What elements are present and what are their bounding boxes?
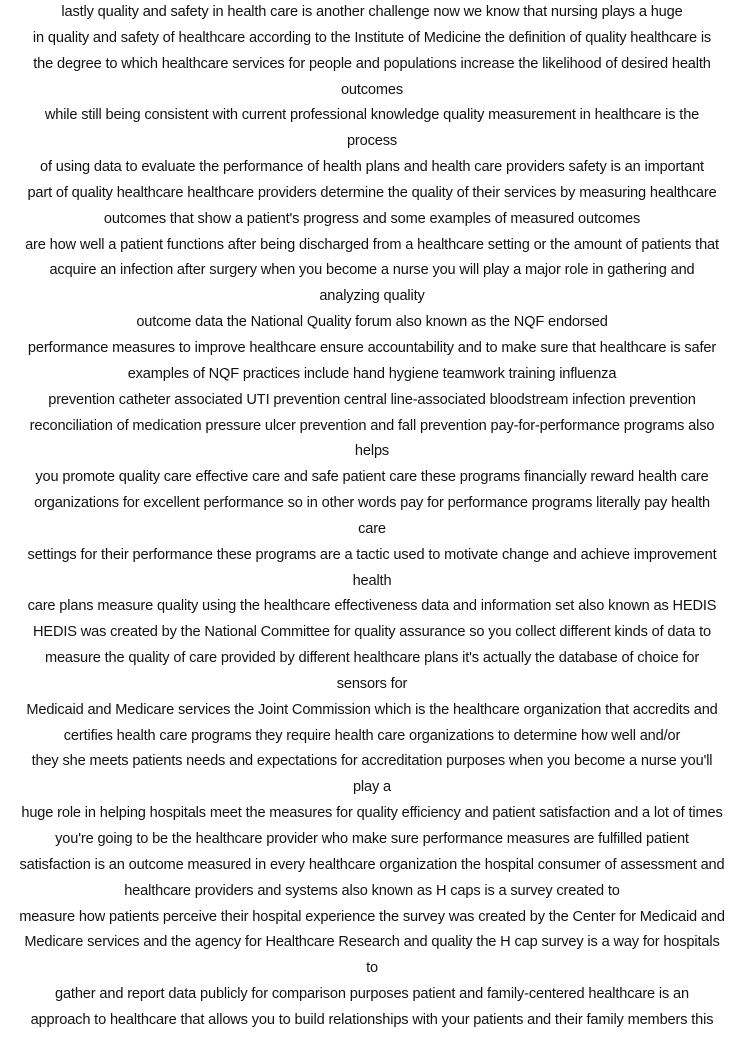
transcript-line: performance measures to improve healthcare ensure accountability and to make sure that healthcare is safer <box>27 339 717 356</box>
transcript-line: process <box>346 133 398 150</box>
transcript-line: outcomes <box>340 81 404 98</box>
transcript-line: measure the quality of care provided by different healthcare plans it's actually the database of choice for <box>44 650 700 667</box>
transcript-line: analyzing quality <box>319 288 425 305</box>
transcript-line: HEDIS was created by the National Committee for quality assurance so you collect different kinds of data to <box>32 624 712 641</box>
transcript-line: helps <box>354 443 390 460</box>
transcript-line: organizations for excellent performance so in other words pay for performance programs literally pay health <box>34 495 710 512</box>
transcript-line: are how well a patient functions after being discharged from a healthcare setting or the amount of patients that <box>25 236 719 253</box>
transcript-line: outcome data the National Quality forum also known as the NQF endorsed <box>136 314 608 331</box>
transcript-line: huge role in helping hospitals meet the measures for quality efficiency and patient satisfaction and a lot of times <box>21 805 723 822</box>
transcript-line: gather and report data publicly for comparison purposes patient and family-centered healthcare is an <box>55 986 689 1003</box>
transcript-line: measure how patients perceive their hospital experience the survey was created by the Center for Medicaid and <box>19 908 725 925</box>
transcript-line: reconciliation of medication pressure ulcer prevention and fall prevention pay-for-performance programs also <box>29 417 715 434</box>
transcript-line: care plans measure quality using the healthcare effectiveness data and information set also known as HEDIS <box>27 598 717 615</box>
transcript-line: Medicaid and Medicare services the Joint Commission which is the healthcare organization that accredits and <box>26 701 718 718</box>
transcript-line: approach to healthcare that allows you to build relationships with your patients and their family members this <box>30 1011 714 1028</box>
transcript-line: they she meets patients needs and expectations for accreditation purposes when you become a nurse you'll <box>31 753 713 770</box>
transcript-line: settings for their performance these programs are a tactic used to motivate change and achieve improvement <box>27 546 717 563</box>
transcript-line: certifies health care programs they require health care organizations to determine how well and/or <box>63 727 681 744</box>
transcript-line: you're going to be the healthcare provider who make sure performance measures are fulfilled patient <box>55 831 689 847</box>
transcript-line: Medicare services and the agency for Healthcare Research and quality the H cap survey is a way for hospitals <box>24 934 720 951</box>
transcript-line: prevention catheter associated UTI prevention central line-associated bloodstream infection prevention <box>48 391 696 408</box>
transcript-line: the degree to which healthcare services for people and populations increase the likelihood of desired health <box>33 55 711 72</box>
transcript-line: healthcare providers and systems also known as H caps is a survey created to <box>124 882 620 899</box>
transcript-line: in quality and safety of healthcare according to the Institute of Medicine the definition of quality healthcare is <box>32 29 712 46</box>
transcript-line: care <box>358 520 386 537</box>
transcript-line: outcomes that show a patient's progress and some examples of measured outcomes <box>103 210 641 227</box>
transcript-line: you promote quality care effective care and safe patient care these programs financially reward health care <box>35 469 709 486</box>
transcript-line: part of quality healthcare healthcare providers determine the quality of their services by measuring healthcare <box>27 184 717 201</box>
transcript-line: to <box>366 960 378 977</box>
transcript-line: health <box>352 572 392 589</box>
transcript-line: satisfaction is an outcome measured in every healthcare organization the hospital consumer of assessment and <box>19 856 725 873</box>
transcript-line: lastly quality and safety in health care is another challenge now we know that nursing plays a huge <box>61 4 683 20</box>
transcript-line: examples of NQF practices include hand hygiene teamwork training influenza <box>127 365 617 382</box>
transcript-line: play a <box>352 779 392 796</box>
transcript-line: sensors for <box>336 675 408 692</box>
transcript-line: acquire an infection after surgery when you become a nurse you will play a major role in gathering and <box>49 262 695 279</box>
transcript-line: of using data to evaluate the performance of health plans and health care providers safety is an important <box>40 159 704 176</box>
transcript-line: while still being consistent with current professional knowledge quality measurement in healthcare is the <box>44 107 700 124</box>
